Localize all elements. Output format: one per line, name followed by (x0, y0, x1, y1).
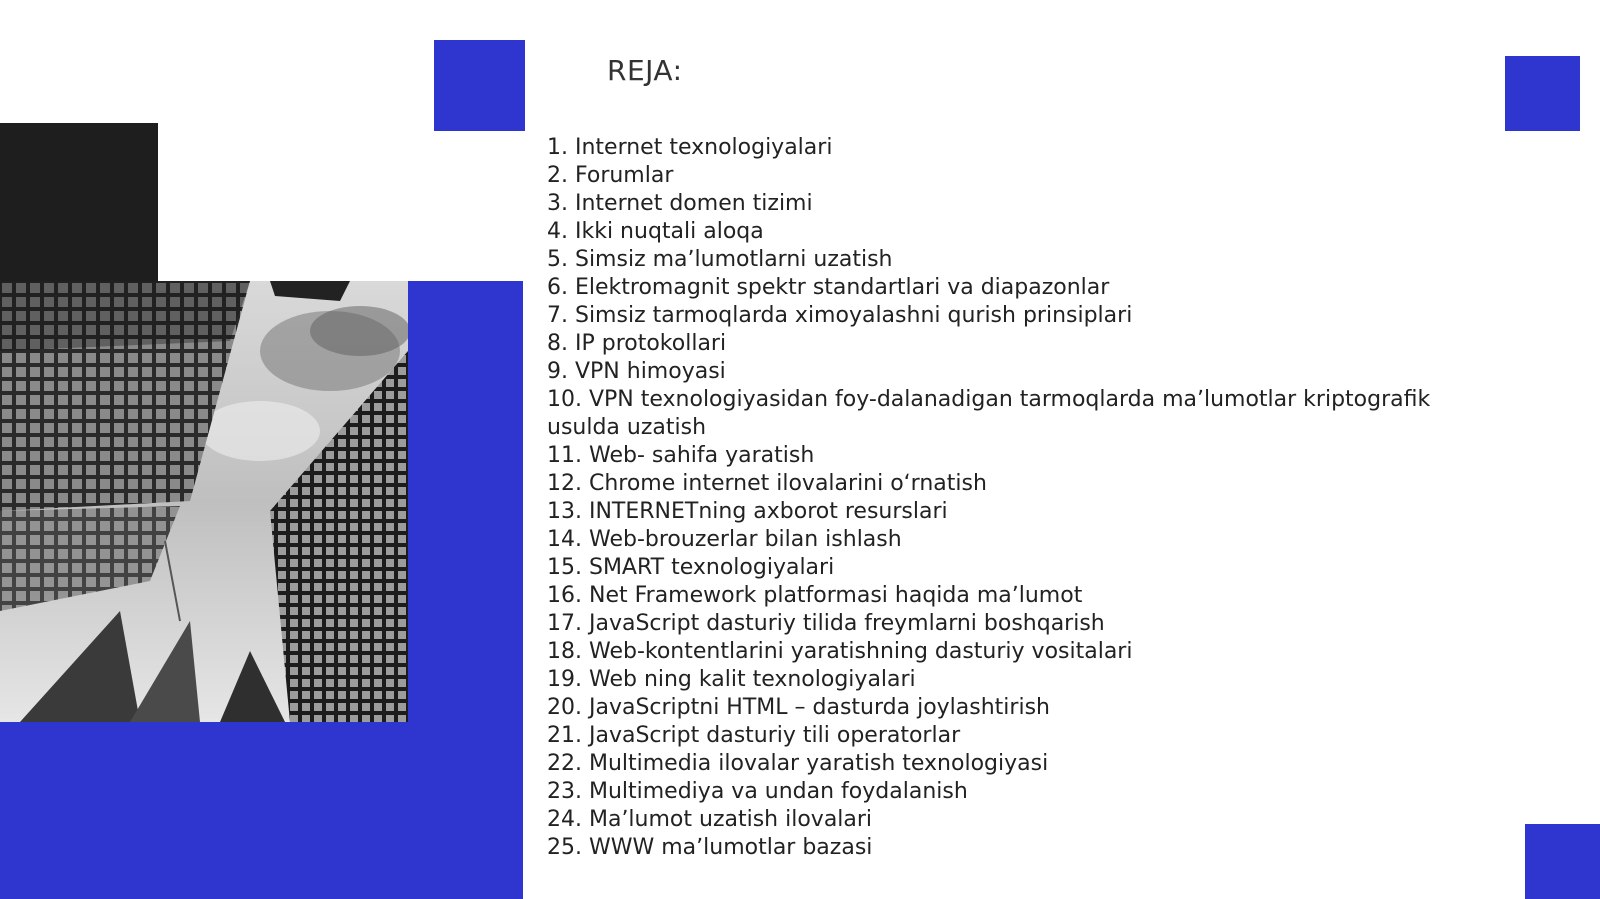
blue-decor-square-bottom-right (1525, 824, 1600, 899)
list-item: 6. Elektromagnit spektr standartlari va diapazonlar (547, 275, 1110, 300)
list-item: 4. Ikki nuqtali aloqa (547, 219, 764, 244)
list-item: 7. Simsiz tarmoqlarda ximoyalashni qurish prinsiplari (547, 303, 1133, 328)
list-item: 16. Net Framework platformasi haqida maʼlumot (547, 583, 1083, 608)
list-item: 19. Web ning kalit texnologiyalari (547, 667, 916, 692)
list-item: 25. WWW maʼlumotlar bazasi (547, 835, 873, 860)
plan-list (547, 134, 1447, 862)
list-item: 14. Web-brouzerlar bilan ishlash (547, 527, 902, 552)
list-item: 8. IP protokollari (547, 331, 727, 356)
dark-decor-block (0, 123, 158, 291)
list-item: 18. Web-kontentlarini yaratishning dasturiy vositalari (547, 639, 1133, 664)
list-item: 10. VPN texnologiyasidan foy-dalanadigan tarmoqlarda maʼlumotlar kriptografik usulda uzatish (547, 387, 1431, 440)
list-item: 12. Chrome internet ilovalarini oʻrnatish (547, 471, 987, 496)
list-item: 5. Simsiz maʼlumotlarni uzatish (547, 247, 893, 272)
list-item: 20. JavaScriptni HTML – dasturda joylashtirish (547, 695, 1050, 720)
slide-title: REJA: (607, 54, 683, 87)
list-item: 22. Multimedia ilovalar yaratish texnologiyasi (547, 751, 1049, 776)
list-item: 15. SMART texnologiyalari (547, 555, 835, 580)
blue-decor-square-top (434, 40, 525, 131)
skyscrapers-photo (0, 281, 408, 722)
list-item: 17. JavaScript dasturiy tilida freymlarni boshqarish (547, 611, 1105, 636)
list-item: 24. Maʼlumot uzatish ilovalari (547, 807, 873, 832)
list-item: 3. Internet domen tizimi (547, 191, 813, 216)
list-item: 2. Forumlar (547, 163, 674, 188)
list-item: 21. JavaScript dasturiy tili operatorlar (547, 723, 961, 748)
list-item: 9. VPN himoyasi (547, 359, 726, 384)
list-item: 13. INTERNETning axborot resurslari (547, 499, 948, 524)
list-item: 1. Internet texnologiyalari (547, 135, 833, 160)
blue-decor-square-top-right (1505, 56, 1580, 131)
list-item: 11. Web- sahifa yaratish (547, 443, 815, 468)
list-item: 23. Multimediya va undan foydalanish (547, 779, 968, 804)
